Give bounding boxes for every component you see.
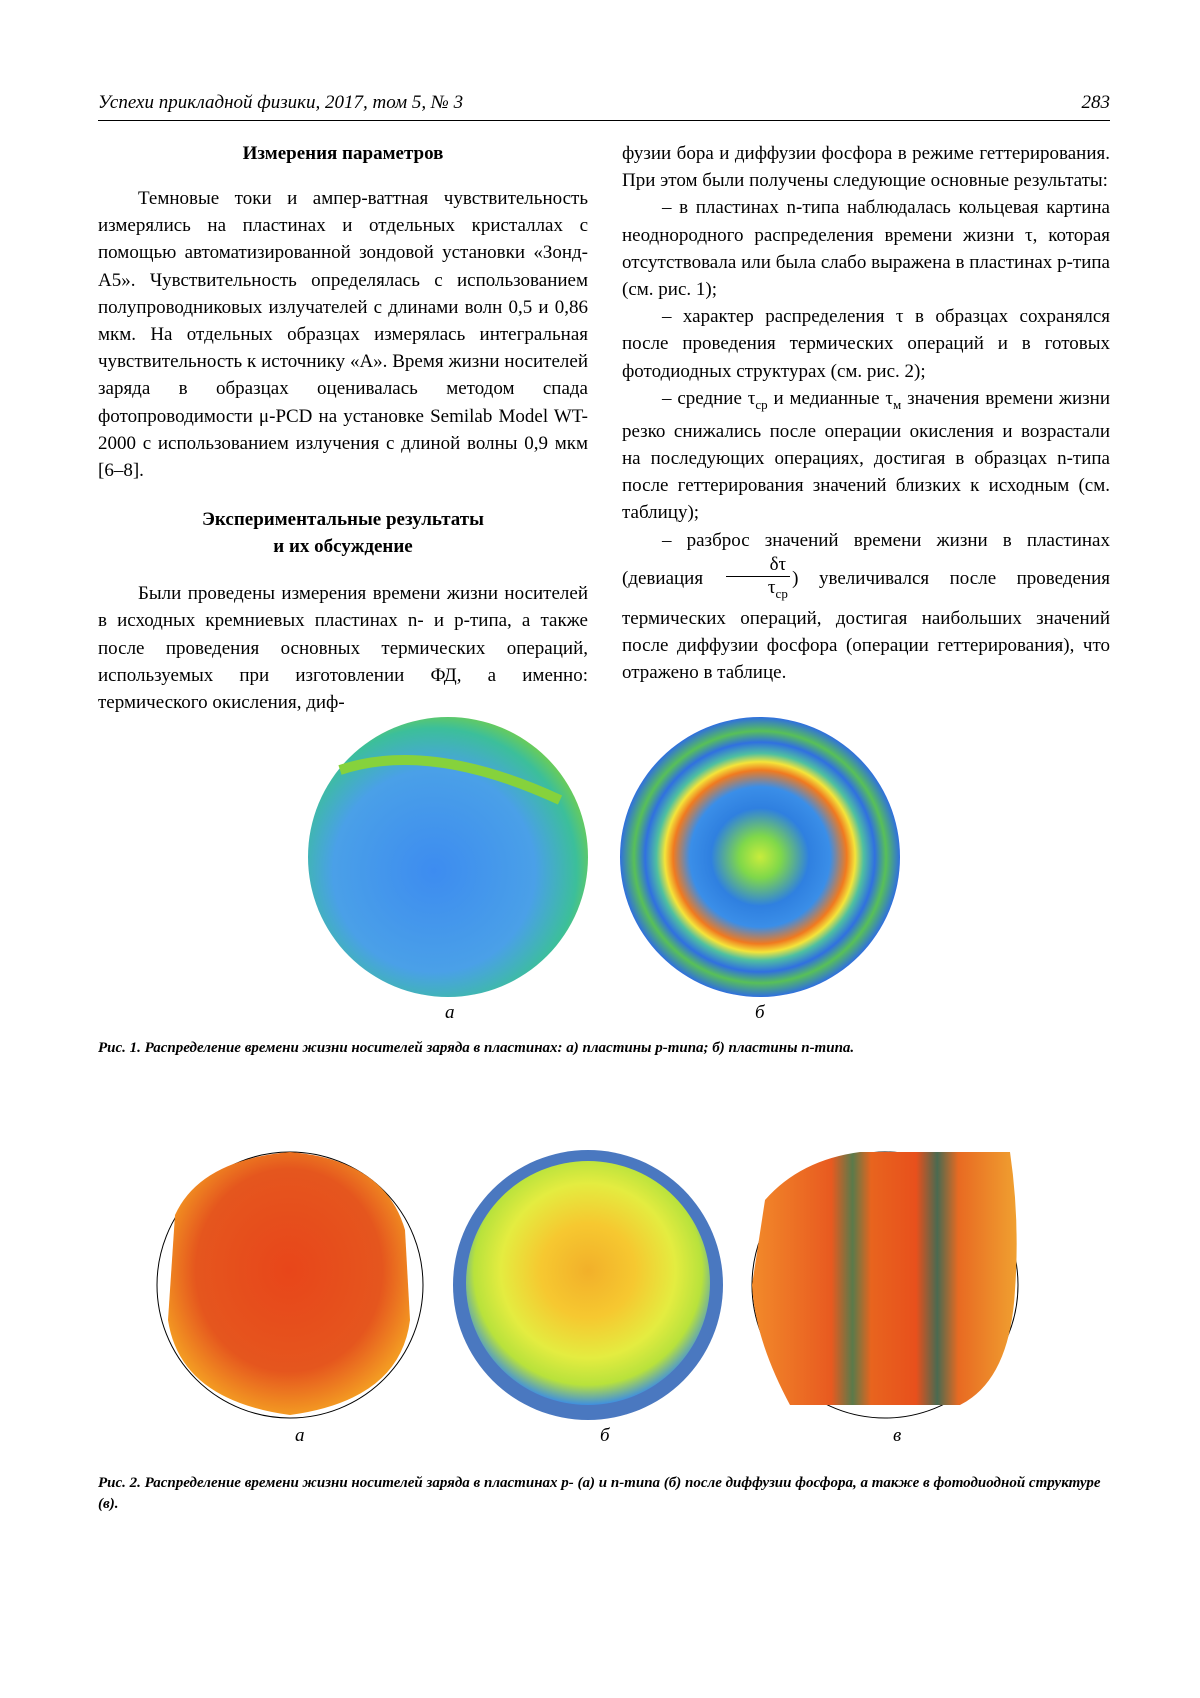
section-title-results-line1: Экспериментальные результаты xyxy=(202,509,484,531)
figure-2-label-c: в xyxy=(893,1425,902,1446)
figure-1-label-a: а xyxy=(445,1002,455,1023)
result-item-2: – характер распределения τ в образцах сохранялся после проведения термических операций и в готовых фотодиодных структурах (см. рис. 2); xyxy=(622,306,1110,382)
result-item-3: – средние $\tau_{ср}$ и медианные $\tau_м$ значения времени жизни резко снижались после операции окисления и возрастали на последующих операциях, достигая в образцах n-типа после геттерирования значений близких к исходным (см. таблицу); xyxy=(622,387,1111,524)
deviation-fraction: $\frac{\delta\tau}{\tau_{ср}}$ xyxy=(726,554,791,605)
results-intro-paragraph: фузии бора и диффузии фосфора в режиме геттерирования. При этом были получены следующие основные результаты: xyxy=(622,143,1110,192)
result-item-4: – разброс значений времени жизни в пластинах (девиация $\frac{\delta\tau}{\tau_{ср}}$ ) увеличивался после проведения термических операций, достигая наибольших значений после диффузии фосфора (операции геттерирования), что отражено в таблице. xyxy=(622,529,1111,684)
figure-1b-wafer-n-type xyxy=(620,717,900,997)
figure-2a-wafer-p-type xyxy=(157,1152,423,1418)
figure-2b-wafer-n-type xyxy=(453,1150,723,1420)
results-paragraph: Были проведены измерения времени жизни носителей в исходных кремниевых пластинах n- и p-типа, а также после проведения основных термических операций, используемых при изготовлении ФД, а именно: термического окисления, диф- xyxy=(98,583,588,714)
journal-title: Успехи прикладной физики, 2017, том 5, № 3 xyxy=(98,92,464,113)
figure-1a-wafer-p-type xyxy=(308,717,588,997)
figure-2-label-b: б xyxy=(600,1425,610,1446)
section-title-measurements: Измерения параметров xyxy=(242,143,444,164)
result-item-1: – в пластинах n-типа наблюдалась кольцевая картина неоднородного распределения времени жизни τ, которая отсутствовала или была слабо выражена в пластинах p-типа (см. рис. 1); xyxy=(622,197,1110,301)
figure-1-label-b: б xyxy=(755,1002,765,1023)
figure-2c-photodiode-structure xyxy=(752,1152,1018,1418)
figure-2-label-a: а xyxy=(295,1425,305,1446)
figure-2-caption: Рис. 2. Распределение времени жизни носителей заряда в пластинах p- (а) и n-типа (б) после диффузии фосфора, а также в фотодиодной структуре (в). xyxy=(98,1475,1101,1512)
measurements-paragraph: Темновые токи и ампер-ваттная чувствительность измерялись на пластинах и отдельных кристаллах с помощью автоматизированной зондовой установки «Зонд-А5». Чувствительность определялась с использованием полупроводниковых излучателей с длинами волн 0,5 и 0,86 мкм. На отдельных образцах измерялась интегральная чувствительность к источнику «А». Время жизни носителей заряда в образцах оценивалась методом спада фотопроводимости μ-PCD на установке Semilab Model WT-2000 с использованием излучения с длиной волны 0,9 мкм [6–8]. xyxy=(98,188,588,482)
section-title-results-line2: и их обсуждение xyxy=(273,536,413,558)
figure-1-caption: Рис. 1. Распределение времени жизни носителей заряда в пластинах: а) пластины p-типа; б) пластины n-типа. xyxy=(98,1040,855,1056)
page-number: 283 xyxy=(1081,92,1110,113)
